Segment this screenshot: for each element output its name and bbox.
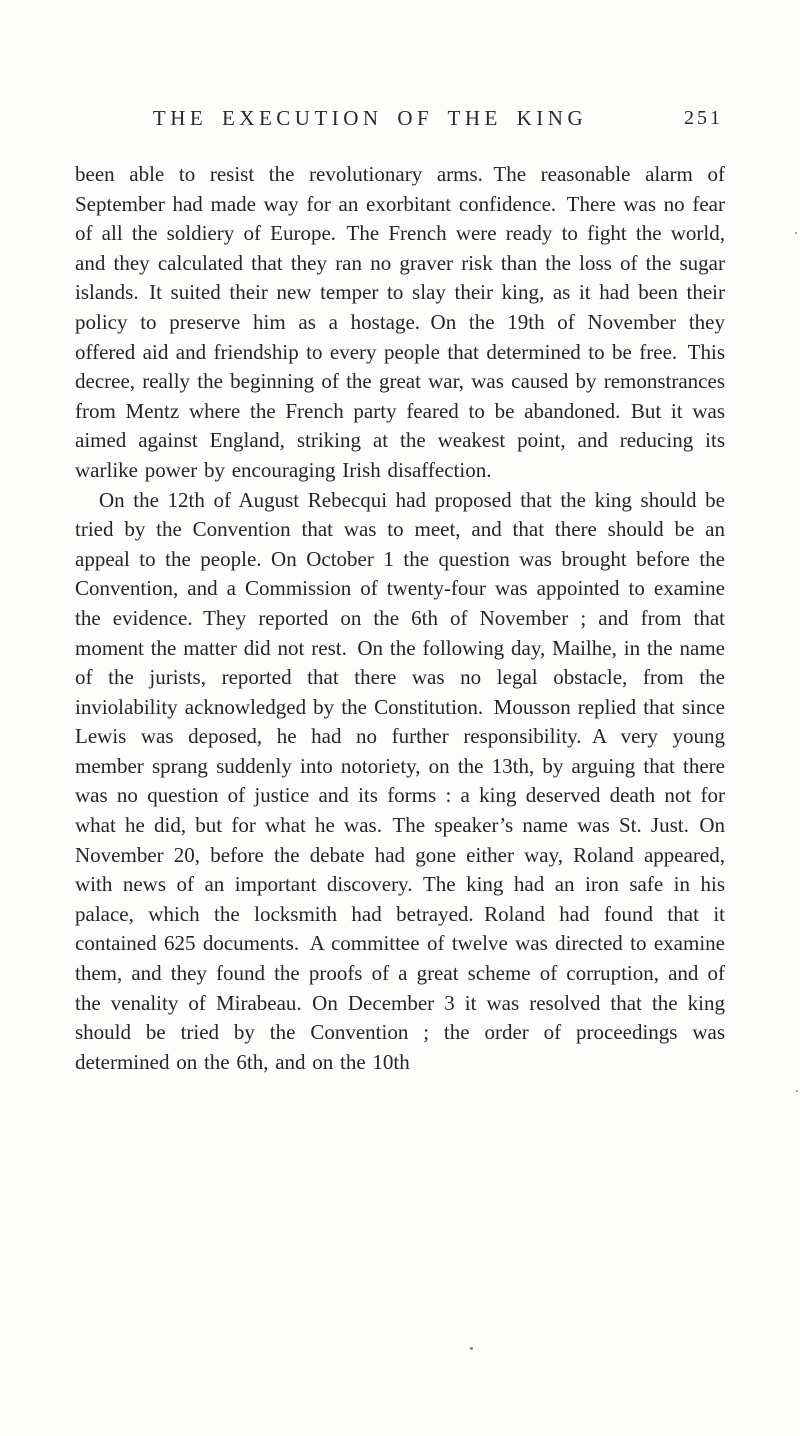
scan-speck xyxy=(796,1090,798,1092)
page-number: 251 xyxy=(684,107,723,129)
paragraph: On the 12th of August Rebecqui had proposed that the king should be tried by the Convention that was to meet, and that there should be an appeal to the people. On October 1 the question was brought before the Convention, and a Commission of twenty-four was appointed to examine the evidence. They reported on the 6th of November ; and from that moment the matter did not rest. On the following day, Mailhe, in the name of the jurists, reported that there was no legal obstacle, from the inviolability acknowledged by the Constitution. Mousson replied that since Lewis was deposed, he had no further responsibility. A very young member sprang suddenly into notoriety, on the 13th, by arguing that there was no question of justice and its forms : a king deserved death not for what he did, but for what he was. The speaker’s name was St. Just. On November 20, before the debate had gone either way, Roland appeared, with news of an important discovery. The king had an iron safe in his palace, which the locksmith had betrayed. Roland had found that it contained 625 documents. A committee of twelve was directed to examine them, and they found the proofs of a great scheme of corruption, and of the venality of Mirabeau. On December 3 it was resolved that the king should be tried by the Convention ; the order of proceedings was determined on the 6th, and on the 10th xyxy=(75,487,725,1074)
body-text xyxy=(75,160,725,1077)
running-head xyxy=(75,106,725,136)
scan-speck xyxy=(470,1347,473,1350)
scan-speck xyxy=(795,232,797,234)
paragraph: been able to resist the revolutionary arms. The reasonable alarm of September had made way for an exorbitant confidence. There was no fear of all the soldiery of Europe. The French were ready to fight the world, and they calculated that they ran no graver risk than the loss of the sugar islands. It suited their new temper to slay their king, as it had been their policy to preserve him as a hostage. On the 19th of November they offered aid and friendship to every people that determined to be free. This decree, really the beginning of the great war, was caused by remonstrances from Mentz where the French party feared to be abandoned. But it was aimed against England, striking at the weakest point, and reducing its warlike power by encouraging Irish disaffection. xyxy=(75,162,725,482)
book-page xyxy=(75,0,725,1077)
page-title: THE EXECUTION OF THE KING xyxy=(152,106,588,130)
